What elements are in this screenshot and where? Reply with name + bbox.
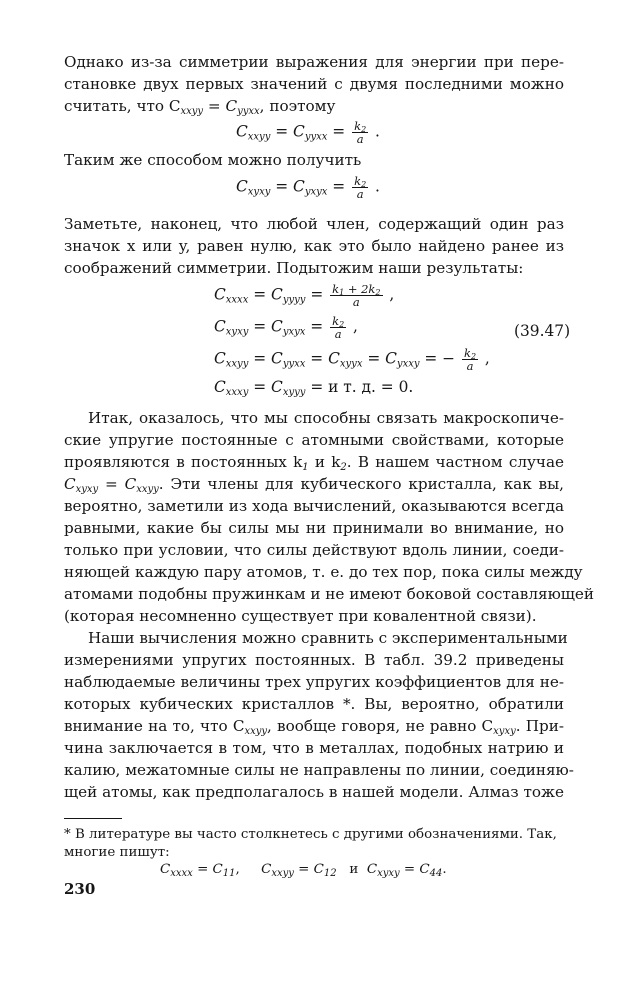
text-line: которых кубических кристаллов *. Вы, вероятно, обратили <box>64 695 564 713</box>
equation-number: (39.47) <box>514 322 571 340</box>
text-line: проявляются в постоянных $k_1$ и $k_2$. В нашем частном случае <box>64 453 564 473</box>
text-line: вероятно, заметили из хода вычислений, оказываются всегда <box>64 497 564 515</box>
footnote-equation: $C_{xxxx} = C_{11}$, $C_{xxyy} = C_{12}$ и $C_{xyxy} = C_{44}$. <box>160 862 447 879</box>
text-line: измерениями упругих постоянных. В табл. 39.2 приведены <box>64 651 564 669</box>
text-line: калию, межатомные силы не направлены по линии, соединяю- <box>64 761 574 779</box>
text-line: становке двух первых значений с двумя последними можно <box>64 75 564 93</box>
text-line: ские упругие постоянные с атомными свойствами, которые <box>64 431 564 449</box>
text-line: внимание на то, что $C_{xxyy}$, вообще говоря, не равно $C_{xyxy}$. При- <box>64 717 564 737</box>
text-line: атомами подобны пружинкам и не имеют боковой составляющей <box>64 585 595 603</box>
text-line: (которая несомненно существует при ковалентной связи). <box>64 607 537 625</box>
equation-c-xxyy: $C_{xxyy} = C_{yyxx}$ = $\frac{k_2}{a}$ . <box>236 119 380 146</box>
text-line: няющей каждую пару атомов, т. е. до тех пор, пока силы между <box>64 563 583 581</box>
text-line: Итак, оказалось, что мы способны связать макроскопиче- <box>88 409 564 427</box>
text-line: наблюдаемые величины трех упругих коэффициентов для не- <box>64 673 564 691</box>
text-line: значок x или y, равен нулю, как это было найдено ранее из <box>64 237 564 255</box>
page-number: 230 <box>64 880 96 898</box>
footnote-line: многие пишут: <box>64 845 170 860</box>
equation-c-xxyy-2: $C_{xxyy} = C_{yyxx} = C_{xyyx} = C_{yxxy}$ = − $\frac{k_2}{a}$ , <box>214 346 490 373</box>
text-line: соображений симметрии. Подытожим наши результаты: <box>64 259 524 277</box>
text-line: равными, какие бы силы мы ни принимали во внимание, но <box>64 519 564 537</box>
text-line: чина заключается в том, что в металлах, подобных натрию и <box>64 739 564 757</box>
text-line: Заметьте, наконец, что любой член, содержащий один раз <box>64 215 564 233</box>
footnote-rule <box>64 818 122 819</box>
text-line: $C_{xyxy} = C_{xxyy}$. Эти члены для кубического кристалла, как вы, <box>64 475 564 495</box>
equation-c-xxxy: $C_{xxxy} = C_{xyyy} = и$ т. д. = 0. <box>214 378 414 398</box>
text-line: Наши вычисления можно сравнить с экспериментальными <box>88 629 568 647</box>
equation-c-xyxy-2: $C_{xyxy} = C_{yxyx}$ = $\frac{k_2}{a}$ , <box>214 314 358 341</box>
text-line: Однако из-за симметрии выражения для энергии при пере- <box>64 53 564 71</box>
equation-c-xxxx: $C_{xxxx} = C_{yyyy}$ = $\frac{k_1 + 2k_2}{a}$ , <box>214 282 395 309</box>
equation-c-xyxy: $C_{xyxy} = C_{yxyx}$ = $\frac{k_2}{a}$ . <box>236 174 380 201</box>
text-line: Таким же способом можно получить <box>64 151 362 169</box>
text-line: только при условии, что силы действуют вдоль линии, соеди- <box>64 541 564 559</box>
text-line: щей атомы, как предполагалось в нашей модели. Алмаз тоже <box>64 783 564 801</box>
footnote-line: * В литературе вы часто столкнетесь с другими обозначениями. Так, <box>64 827 557 842</box>
text-line: считать, что $C_{xxyy} = C_{yyxx}$, поэтому <box>64 97 336 117</box>
